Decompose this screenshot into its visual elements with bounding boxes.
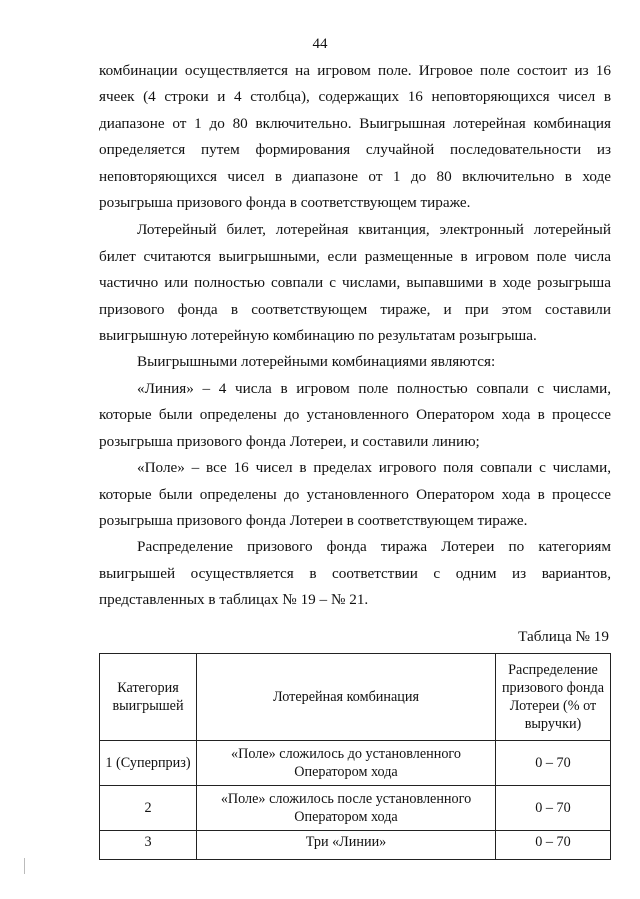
header-combination: Лотерейная комбинация [197,653,496,740]
prize-distribution-table [99,653,611,860]
cell-combination: «Поле» сложилось до установленного Оператором хода [197,740,496,785]
table-row [100,785,611,830]
header-category: Категория выигрышей [100,653,197,740]
cell-category: 3 [100,830,197,859]
page-number: 44 [312,36,328,52]
paragraph-distribution: Распределение призового фонда тиража Лотереи по категориям выигрышей осуществляется в соответствии с одним из вариантов, представленных в таблицах № 19 – № 21. [99,538,611,609]
paragraph-field-definition: «Поле» – все 16 чисел в пределах игрового поля совпали с числами, которые были определены до установленного Оператором хода в процессе розыгрыша призового фонда Лотереи в соответствующем тираже. [99,459,611,529]
paragraph-combinations-intro: Выигрышными лотерейными комбинациями являются: [137,353,496,371]
cell-distribution: 0 – 70 [496,830,611,859]
paragraph-continuation: комбинации осуществляется на игровом поле. Игровое поле состоит из 16 ячеек (4 строки и 4 столбца), содержащих 16 неповторяющихся чисел в диапазоне от 1 до 80 включительно. Выигрышная лотерейная комбинация определяется путем формирования случайной последовательности из неповторяющихся чисел в диапазоне от 1 до 80 включительно в ходе розыгрыша призового фонда в соответствующем тираже. [99,62,611,212]
table-caption: Таблица № 19 [518,627,609,645]
cell-combination: Три «Линии» [197,830,496,859]
table-header-row [100,653,611,740]
cell-distribution: 0 – 70 [496,740,611,785]
header-distribution: Распределение призового фонда Лотереи (% от выручки) [496,653,611,740]
document-body [99,58,611,860]
scan-mark [24,858,25,874]
cell-combination: «Поле» сложилось после установленного Оператором хода [197,785,496,830]
cell-category: 2 [100,785,197,830]
table-row [100,740,611,785]
table-row [100,830,611,859]
cell-distribution: 0 – 70 [496,785,611,830]
cell-category: 1 (Суперприз) [100,740,197,785]
paragraph-winning-tickets: Лотерейный билет, лотерейная квитанция, электронный лотерейный билет считаются выигрышными, если размещенные в игровом поле числа частично или полностью совпали с числами, выпавшими в ходе розыгрыша призового фонда в соответствующем тираже, и при этом составили выигрышную лотерейную комбинацию по результатам розыгрыша. [99,221,611,345]
paragraph-line-definition: «Линия» – 4 числа в игровом поле полностью совпали с числами, которые были определены до установленного Оператором хода в процессе розыгрыша призового фонда Лотереи, и составили линию; [99,379,611,450]
